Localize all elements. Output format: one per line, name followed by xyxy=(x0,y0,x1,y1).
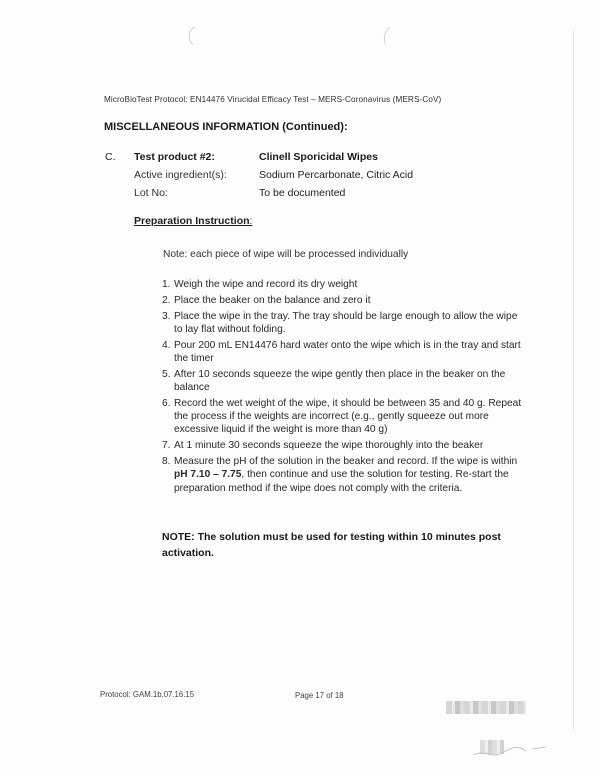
signature-mark xyxy=(470,735,550,763)
step-text: Record the wet weight of the wipe, it should be between 35 and 40 g. Repeat the process if the weights are incorrect (e.g., gently squeeze out more excessive liquid if the weight is more than 40 g) xyxy=(174,397,522,436)
preparation-note: Note: each piece of wipe will be processed individually xyxy=(163,249,409,260)
step-text: After 10 seconds squeeze the wipe gently then place in the beaker on the balance xyxy=(174,368,506,394)
step-4 xyxy=(162,339,522,366)
lot-no-label: Lot No: xyxy=(134,187,168,199)
active-ingredients-value: Sodium Percarbonate, Citric Acid xyxy=(259,169,414,181)
step-text: Pour 200 mL EN14476 hard water onto the wipe which is in the tray and start the timer xyxy=(174,339,521,364)
ph-range: pH 7.10 – 7.75 xyxy=(174,469,242,481)
punch-mark-right xyxy=(380,25,394,47)
step-number: 7. xyxy=(162,440,171,452)
test-product-value: Clinell Sporicidal Wipes xyxy=(259,151,378,163)
step-8 xyxy=(162,455,522,495)
step-1 xyxy=(162,278,522,291)
step-text: At 1 minute 30 seconds squeeze the wipe thoroughly into the beaker xyxy=(174,440,484,452)
step-text: Place the beaker on the balance and zero it xyxy=(174,294,371,306)
step-number: 1. xyxy=(162,279,171,290)
step-6 xyxy=(162,397,522,437)
step-5 xyxy=(162,368,522,395)
test-product-label: Test product #2: xyxy=(134,151,215,163)
step-number: 3. xyxy=(162,310,171,322)
step-7 xyxy=(162,439,522,452)
step-2 xyxy=(162,294,522,307)
step-number: 4. xyxy=(162,339,171,351)
preparation-title xyxy=(134,215,252,227)
step-text-after: , then continue and use the solution for testing. Re-start the preparation method if the wipe does not comply with the criteria. xyxy=(174,469,509,494)
step-number: 8. xyxy=(162,456,171,468)
final-note: NOTE: The solution must be used for testing within 10 minutes post activation. xyxy=(162,531,501,559)
step-text xyxy=(174,455,522,495)
section-title: MISCELLANEOUS INFORMATION (Continued): xyxy=(104,121,348,133)
active-ingredients-label: Active ingredient(s): xyxy=(134,169,227,181)
protocol-header: MicroBioTest Protocol: EN14476 Virucidal Efficacy Test – MERS-Coronavirus (MERS-CoV) xyxy=(104,95,442,104)
lot-no-value: To be documented xyxy=(259,187,346,199)
punch-mark-left xyxy=(185,25,199,47)
step-text: Place the wipe in the tray. The tray should be large enough to allow the wipe to lay flat without folding. xyxy=(174,310,518,335)
scan-edge-line xyxy=(573,30,574,730)
step-number: 6. xyxy=(162,397,171,409)
preparation-title-text: Preparation Instruction xyxy=(134,215,250,227)
step-text: Weigh the wipe and record its dry weight xyxy=(174,279,358,290)
step-3 xyxy=(162,310,522,337)
footer-page-number: Page 17 of 18 xyxy=(295,691,344,700)
step-number: 2. xyxy=(162,294,171,306)
footer-protocol-code: Protocol: GAM.1b.07.16.15 xyxy=(100,690,195,699)
step-number: 5. xyxy=(162,368,171,380)
redacted-initials xyxy=(446,701,526,714)
step-text-before: Measure the pH of the solution in the beaker and record. If the wipe is within xyxy=(174,456,518,468)
preparation-steps xyxy=(162,278,522,497)
section-letter: C. xyxy=(105,151,116,163)
preparation-title-colon: : xyxy=(249,215,253,227)
